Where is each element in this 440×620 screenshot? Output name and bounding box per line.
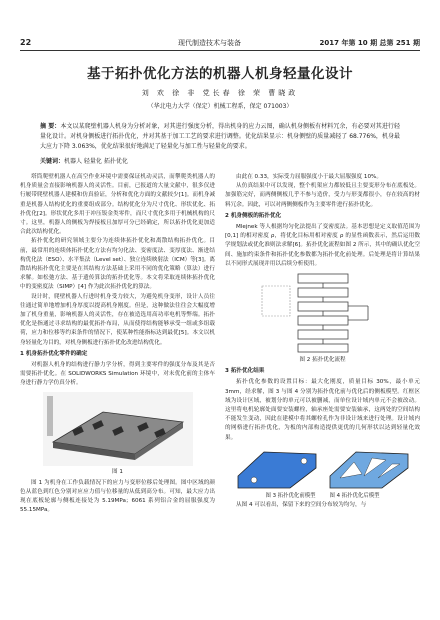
intro-paragraph-3: 设计时，爬壁机器人行进时机身受力较大，为避免机身变形，设计人员往往通过简单地增加机身厚度以提高机身刚度。但是，这种做法往往会大幅度增加了机身重量，影响机器人的灵活性，存在被造选用高功率电机等弊端。拓扑优化是指通过寻求结构的最优拓扑布局，从而使得结构能够承受一组或多组载荷，应力和位移等约束条件的情况下，使某种性能指标达到最优[5]。本文以机身轻量化为目的，对机身侧板进行拓扑优化改进结构优化。	[20, 293, 215, 346]
figure-4-caption: 图 4 拓扑优化后模型	[329, 492, 380, 499]
figure-1-stress-plot	[43, 392, 193, 466]
figure-4-after-model	[326, 446, 412, 492]
figure-3-4-row	[225, 446, 420, 492]
right-paragraph-5: 从图 4 可以看出，保留下来的空间分布较为均匀，与	[236, 502, 367, 509]
page-header	[20, 38, 420, 50]
abstract-text: 本文以某爬壁机器人机身为分析对象，对其进行强度分析，得出机身的应力云图，确认机身侧板有材料冗余，有必要对其进行轻量化设计。对机身侧板进行拓扑优化，并对其基于加工工艺的要求进行调整。优化结果显示：机身侧壁的质量减轻了 68.776%，机身最大应力下降 3.063%，优化结果很好地满足了轻量化与加工性与轻量化的要求。	[40, 123, 400, 150]
figure-3-caption: 图 3 拓扑优化前模型	[265, 492, 316, 499]
journal-name: 现代制造技术与装备	[178, 39, 241, 47]
intro-paragraph-2: 拓扑优化的研究领域主要分为连续体拓扑优化和离散结构拓扑优化。目前，最常用的连续体拓扑优化方法有均匀化法、变密度法、变厚度法、渐进结构优化法（ESO）、水平集法（Level set）、独立连续映射法（ICM）等[3]。离散结构拓扑优化主要是在其结构方法基础上采用不同的优化策略（算法）进行求解。如松弛方法、基于遗传算法的拓扑优化等。本文将采取连续体拓扑优化中的变密度法（SIMP）[4] 作为此次拓扑优化的算法。	[20, 238, 215, 291]
figure-2-flowchart	[258, 272, 388, 354]
author-list: 刘 欢 徐 非 党长春 徐 荣 曹晓政	[141, 89, 299, 97]
section-1-paragraph: 对机器人机身的结构进行静力学分析，得到主要零件的强度分布及其是否需要拓扑优化。在 SOLIDWORKS Simulation 环境中，对未优化前的主体车身进行静力学仿真分析。	[20, 362, 215, 387]
header-rule	[20, 50, 420, 51]
figure-1-paragraph: 图 1 为机身在工作负载情况下的应力与变形位移后处理图。图中区域的颜色从蓝色到红色分别对应应力值与位移量的从低到高分布。可知，最大应力出现在底板轮廓与侧板连接处为 5.19MPa；6061 系列铝合金的屈服强度为 55.15MPa。	[20, 479, 215, 514]
figure-1-caption: 图 1	[112, 468, 123, 475]
section-3-heading: 3 拓扑优化结果	[225, 368, 265, 375]
figure-2-caption: 图 2 拓扑优化流程	[299, 357, 346, 364]
section-2-heading: 2 机身侧板的拓扑优化	[225, 212, 282, 219]
issue-info: 2017 年第 10 期 总第 251 期	[319, 39, 420, 47]
abstract	[40, 122, 400, 152]
left-column	[20, 173, 215, 613]
keywords	[40, 156, 400, 165]
intro-paragraph-1: 塔筒爬壁机器人在高空作业环境中需要保证机动灵活，而攀爬类机器人的机身质量会直接影响机器人的灵活性。目前，已报道的大量文献中，很多仅进行履带爬壁机器人建模和仿真验证，分析和优化方面的文献较少[1]。而机身减重是机器人结构优化的重要组成部分。结构优化分为尺寸优化、形状优化、拓扑优化[2]。形状优化多用于冲压钣金类零件，而尺寸优化多用于机械机构的尺寸。这里，机器人的侧板为焊接板且加厚可分已经确定，所以拓扑优化更加适合此次结构优化。	[20, 174, 215, 236]
right-paragraph-4: 拓扑优化参数的设置目标：最大化刚度，质量目标 30%，最小单元 3mm，经求解，图 3 与图 4 分别为拓扑优化前与优化后的侧板模型。红框区域为设计区域，被划分的单元可以被删减，而单位设计域内单元不会被改动。这里将电机轮廓处面要安装螺栓，轴承座处需要安装轴承，这两处的空间结构不能发生变动，因此在建模中将其螺栓孔作为非设计域来进行处理。设计域内的网格进行拓扑优化，为板的内部构造提供更优的几何形状以达到轻量化效果。	[225, 379, 420, 441]
keywords-label: 关键词：	[40, 158, 65, 165]
figure-3-before-model	[234, 446, 320, 492]
page-number: 22	[20, 38, 32, 47]
keywords-text: 机器人 轻量化 拓扑优化	[64, 158, 128, 165]
figure-3-4-captions	[225, 492, 420, 501]
abstract-label: 摘 要：	[40, 123, 61, 130]
article-title: 基于拓扑优化方法的机器人机身轻量化设计	[87, 66, 353, 82]
right-column	[225, 173, 420, 613]
right-paragraph-3: Mlejnek 等人根据均匀化法提出了变密度法。基本思想是定义取值范围为 [0,1] 的相对密度 ρ，将优化目标用相对密度 ρ 的显性函数表示，然后运用数学规划法或优化准则法求解[6]。拓扑优化流程如图 2 所示，其中的确认优化空间、施加约束条件和拓扑优化参数都为拓扑优化前处理。后处理是将计算结果以不同形式展现并用以后续分析使用。	[225, 224, 420, 267]
affiliation: （华北电力大学（保定）机械工程系，保定 071003）	[147, 103, 293, 110]
section-1-heading: 1 机身拓扑优化零件的确定	[20, 350, 88, 357]
right-paragraph-2: 从仿真结果中可以发现，整个机架应力都较低且主要变形分布在底板处。加强筋完好，而两侧侧板几乎不参与造价，受力与形变都很小，存在较高的材料冗余。因此，可以对两侧侧板作为主要零件进行拓扑优化。	[225, 183, 420, 208]
right-paragraph-1: 由此在 0.33，实际受力屈服强度小于最大屈服强度 10%。	[236, 174, 382, 180]
